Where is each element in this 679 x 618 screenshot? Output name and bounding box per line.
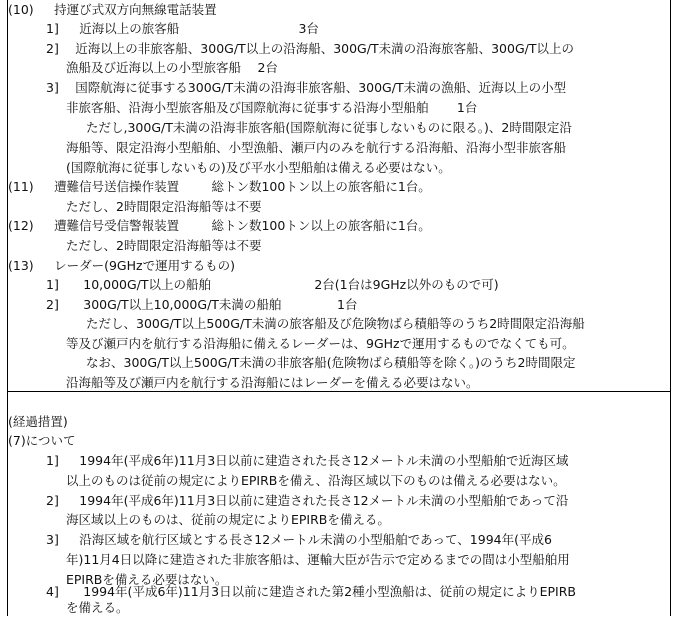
equipment-line: 3] 国際航海に従事する300G/T未満の沿海非旅客船、300G/T未満の漁船、近海以上の小型 — [46, 80, 567, 95]
equipment-line: ただし、2時間限定沿海船等は不要 — [66, 238, 262, 253]
transitional-line: 3] 沿海区域を航行区域とする長さ12メートル未満の小型船舶であって、1994年(平成6 — [46, 532, 552, 547]
equipment-line: 1] 10,000G/T以上の船舶 2台(1台は9GHz以外のもので可) — [46, 277, 499, 292]
transitional-line: 2] 1994年(平成6年)11月3日以前に建造された長さ12メートル未満の小型船舶であって沿 — [46, 493, 569, 508]
equipment-line: 沿海船等及び瀬戸内を航行する沿海船にはレーダーを備える必要はない。 — [66, 375, 479, 390]
equipment-line: 等及び瀬戸内を航行する沿海船に備えるレーダーは、9GHzで運用するものでなくても可。 — [66, 336, 575, 351]
equipment-line: 2] 近海以上の非旅客船、300G/T以上の沿海船、300G/T未満の沿海旅客船、300G/T以上の — [46, 41, 574, 56]
transitional-line: を備える。 — [66, 600, 129, 615]
transitional-line: 年)11月4日以降に建造された非旅客船は、運輸大臣が告示で定めるまでの間は小型船舶用 — [66, 552, 570, 567]
equipment-line: (12) 遭難信号受信警報装置 総トン数100トン以上の旅客船に1台。 — [8, 218, 431, 233]
equipment-line: (国際航海に従事しないもの)及び平水小型船舶は備える必要はない。 — [66, 160, 451, 175]
equipment-line: 海船等、限定沿海小型船舶、小型漁船、瀬戸内のみを航行する沿海船、沿海小型非旅客船 — [66, 140, 567, 155]
transitional-line: EPIRBを備える必要はない。 — [66, 572, 228, 587]
transitional-line: (経過措置) — [8, 414, 68, 429]
equipment-line: (13) レーダー(9GHzで運用するもの) — [8, 258, 235, 273]
equipment-line: (11) 遭難信号送信操作装置 総トン数100トン以上の旅客船に1台。 — [8, 179, 431, 194]
transitional-line: 以上のものは従前の規定によりEPIRBを備え、沿海区域以下のものは備える必要はない。 — [66, 473, 566, 488]
transitional-line: (7)について — [8, 433, 76, 448]
equipment-line: 漁船及び近海以上の小型旅客船 2台 — [66, 60, 278, 75]
equipment-line: 非旅客船、沿海小型旅客船及び国際航海に従事する沿海小型船舶 1台 — [66, 100, 478, 115]
equipment-line: なお、300G/T以上500G/T未満の非旅客船(危険物ばら積船等を除く。)のうち2時間限定 — [86, 355, 576, 370]
equipment-line: ただし、2時間限定沿海船等は不要 — [66, 199, 262, 214]
equipment-line: ただし、300G/T以上500G/T未満の旅客船及び危険物ばら積船等のうち2時間限定沿海船 — [86, 316, 585, 331]
transitional-line: 4] 1994年(平成6年)11月3日以前に建造された第2種小型漁船は、従前の規定によりEPIRB — [46, 584, 576, 599]
transitional-line: 海区域以上のものは、従前の規定によりEPIRBを備える。 — [66, 512, 390, 527]
equipment-line: ただし,300G/T未満の沿海非旅客船(国際航海に従事しないものに限る。)、2時間限定沿 — [86, 120, 572, 135]
equipment-line: (10) 持運び式双方向無線電話装置 — [8, 2, 217, 17]
equipment-line: 2] 300G/T以上10,000G/T未満の船舶 1台 — [46, 297, 358, 312]
transitional-line: 1] 1994年(平成6年)11月3日以前に建造された長さ12メートル未満の小型船舶で近海区域 — [46, 453, 569, 468]
equipment-line: 1] 近海以上の旅客船 3台 — [46, 21, 319, 36]
